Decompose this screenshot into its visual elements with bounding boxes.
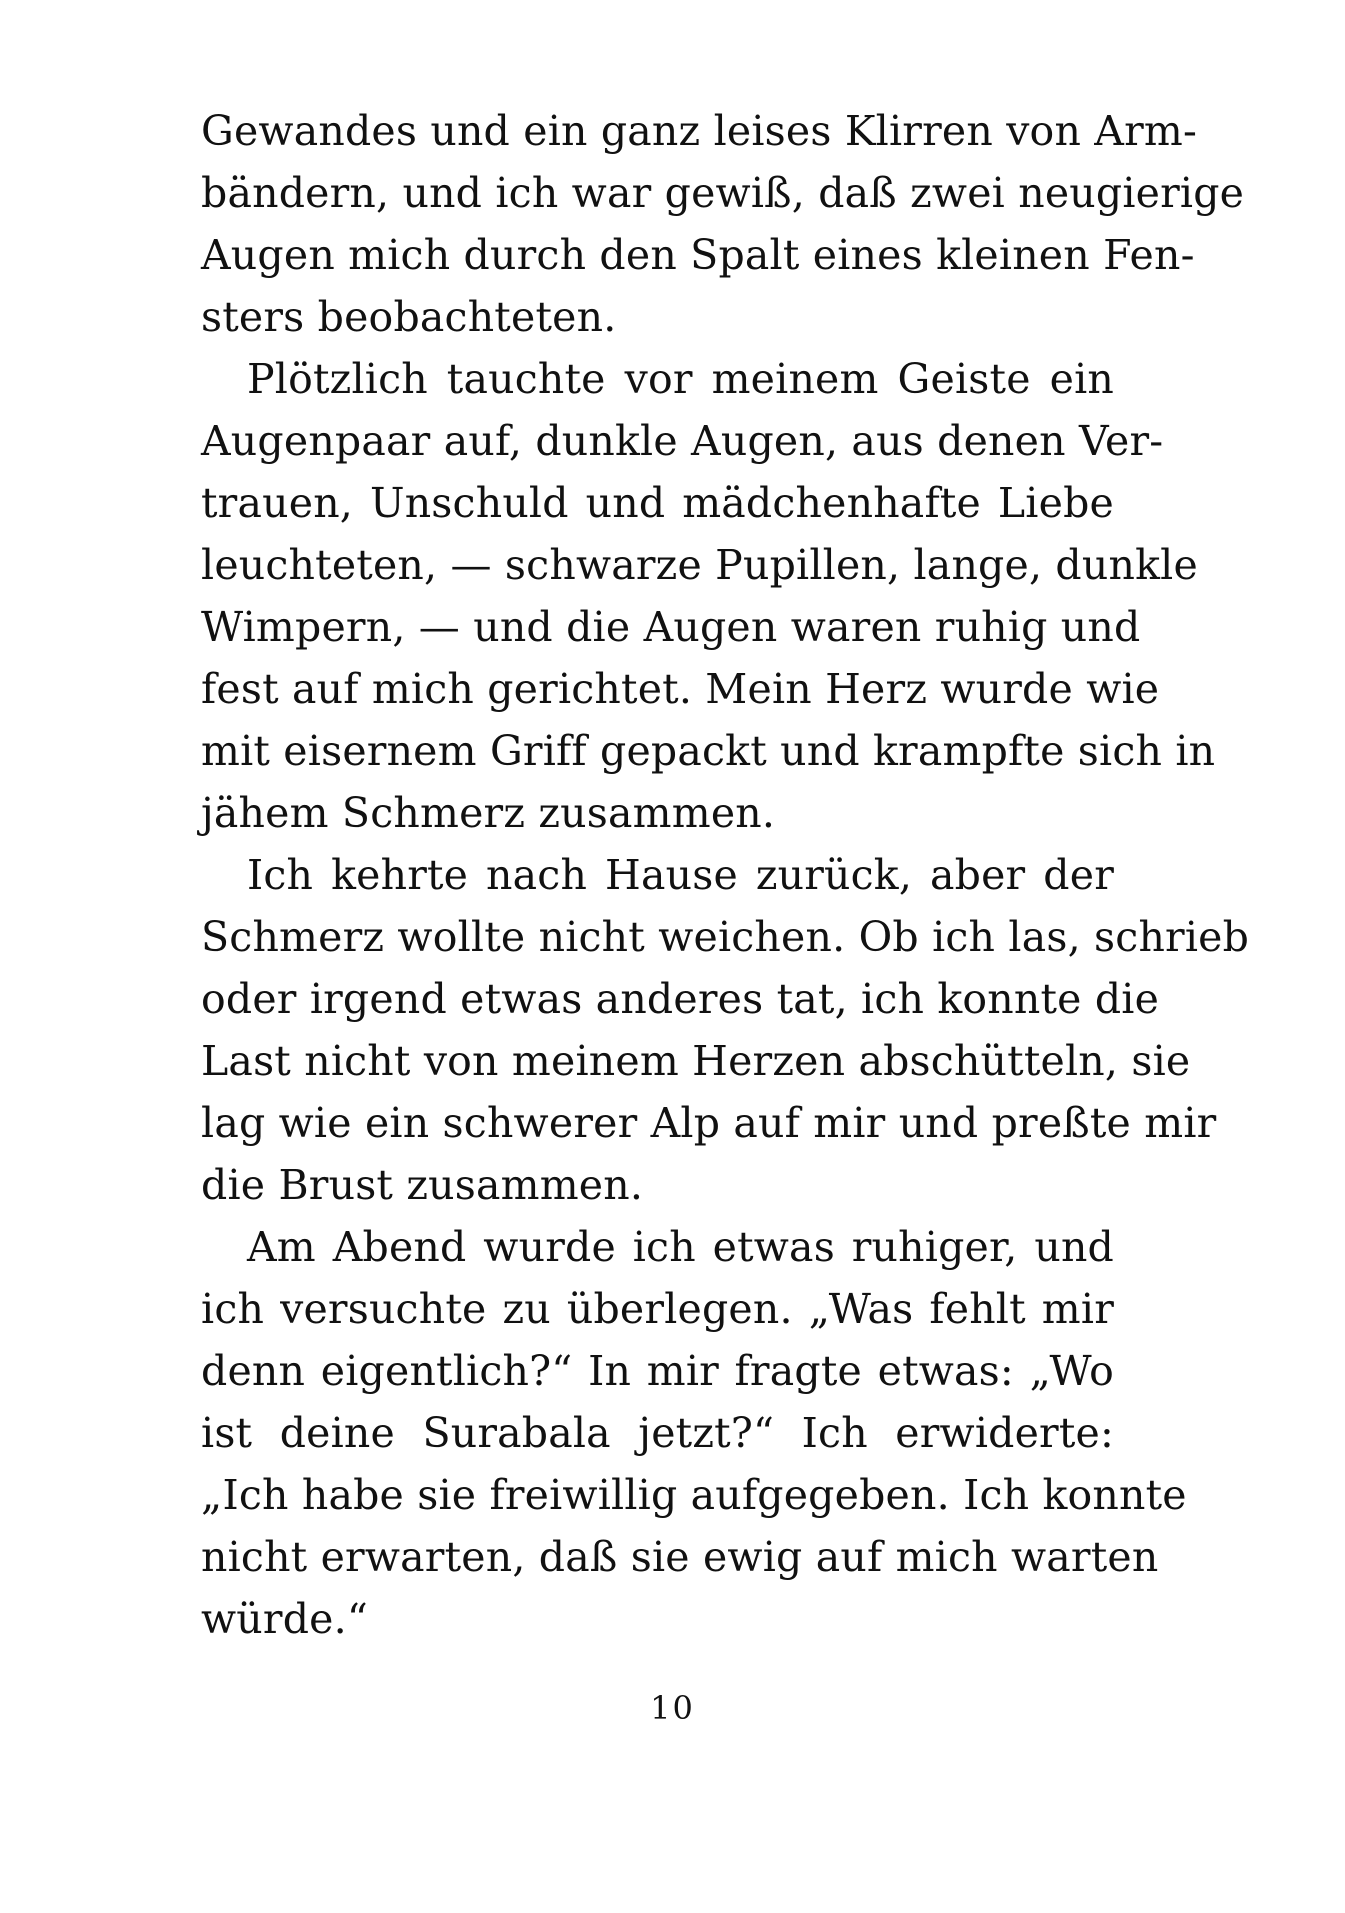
text-line: Last nicht von meinem Herzen abschütteln, sie <box>201 1037 1191 1085</box>
text-line: fest auf mich gerichtet. Mein Herz wurde wie <box>201 665 1160 713</box>
text-line: die Brust zusammen. <box>201 1161 644 1209</box>
text-line: bändern, und ich war gewiß, daß zwei neugierige <box>201 169 1245 217</box>
text-line: „Ich habe sie freiwillig aufgegeben. Ich konnte <box>201 1471 1187 1519</box>
text-line: Schmerz wollte nicht weichen. Ob ich las, schrieb <box>201 913 1250 961</box>
text-line: Wimpern, — und die Augen waren ruhig und <box>201 603 1141 651</box>
text-line: leuchteten, — schwarze Pupillen, lange, dunkle <box>201 541 1198 589</box>
text-line: denn eigentlich?“ In mir fragte etwas: „Wo <box>201 1347 1114 1395</box>
text-line: lag wie ein schwerer Alp auf mir und preßte mir <box>201 1099 1217 1147</box>
text-line: Plötzlich tauchte vor meinem Geiste ein <box>247 355 1114 403</box>
text-line: ist deine Surabala jetzt?“ Ich erwiderte: <box>201 1409 1114 1457</box>
text-line: trauen, Unschuld und mädchenhafte Liebe <box>201 479 1114 527</box>
text-line: oder irgend etwas anderes tat, ich konnte die <box>201 975 1160 1023</box>
text-line: Gewandes und ein ganz leises Klirren von Arm- <box>201 107 1198 155</box>
body-text <box>201 100 1250 1650</box>
text-line: nicht erwarten, daß sie ewig auf mich warten <box>201 1533 1159 1581</box>
text-line: sters beobachteten. <box>201 293 617 341</box>
text-line: ich versuchte zu überlegen. „Was fehlt mir <box>201 1285 1114 1333</box>
text-line: Am Abend wurde ich etwas ruhiger, und <box>247 1223 1114 1271</box>
text-line: Ich kehrte nach Hause zurück, aber der <box>247 851 1114 899</box>
text-line: Augen mich durch den Spalt eines kleinen Fen- <box>201 231 1195 279</box>
text-line: würde.“ <box>201 1595 369 1643</box>
page-number: 10 <box>650 1689 695 1727</box>
text-line: jähem Schmerz zusammen. <box>201 789 776 837</box>
text-line: mit eisernem Griff gepackt und krampfte sich in <box>201 727 1216 775</box>
text-line: Augenpaar auf, dunkle Augen, aus denen Ver- <box>201 417 1164 465</box>
